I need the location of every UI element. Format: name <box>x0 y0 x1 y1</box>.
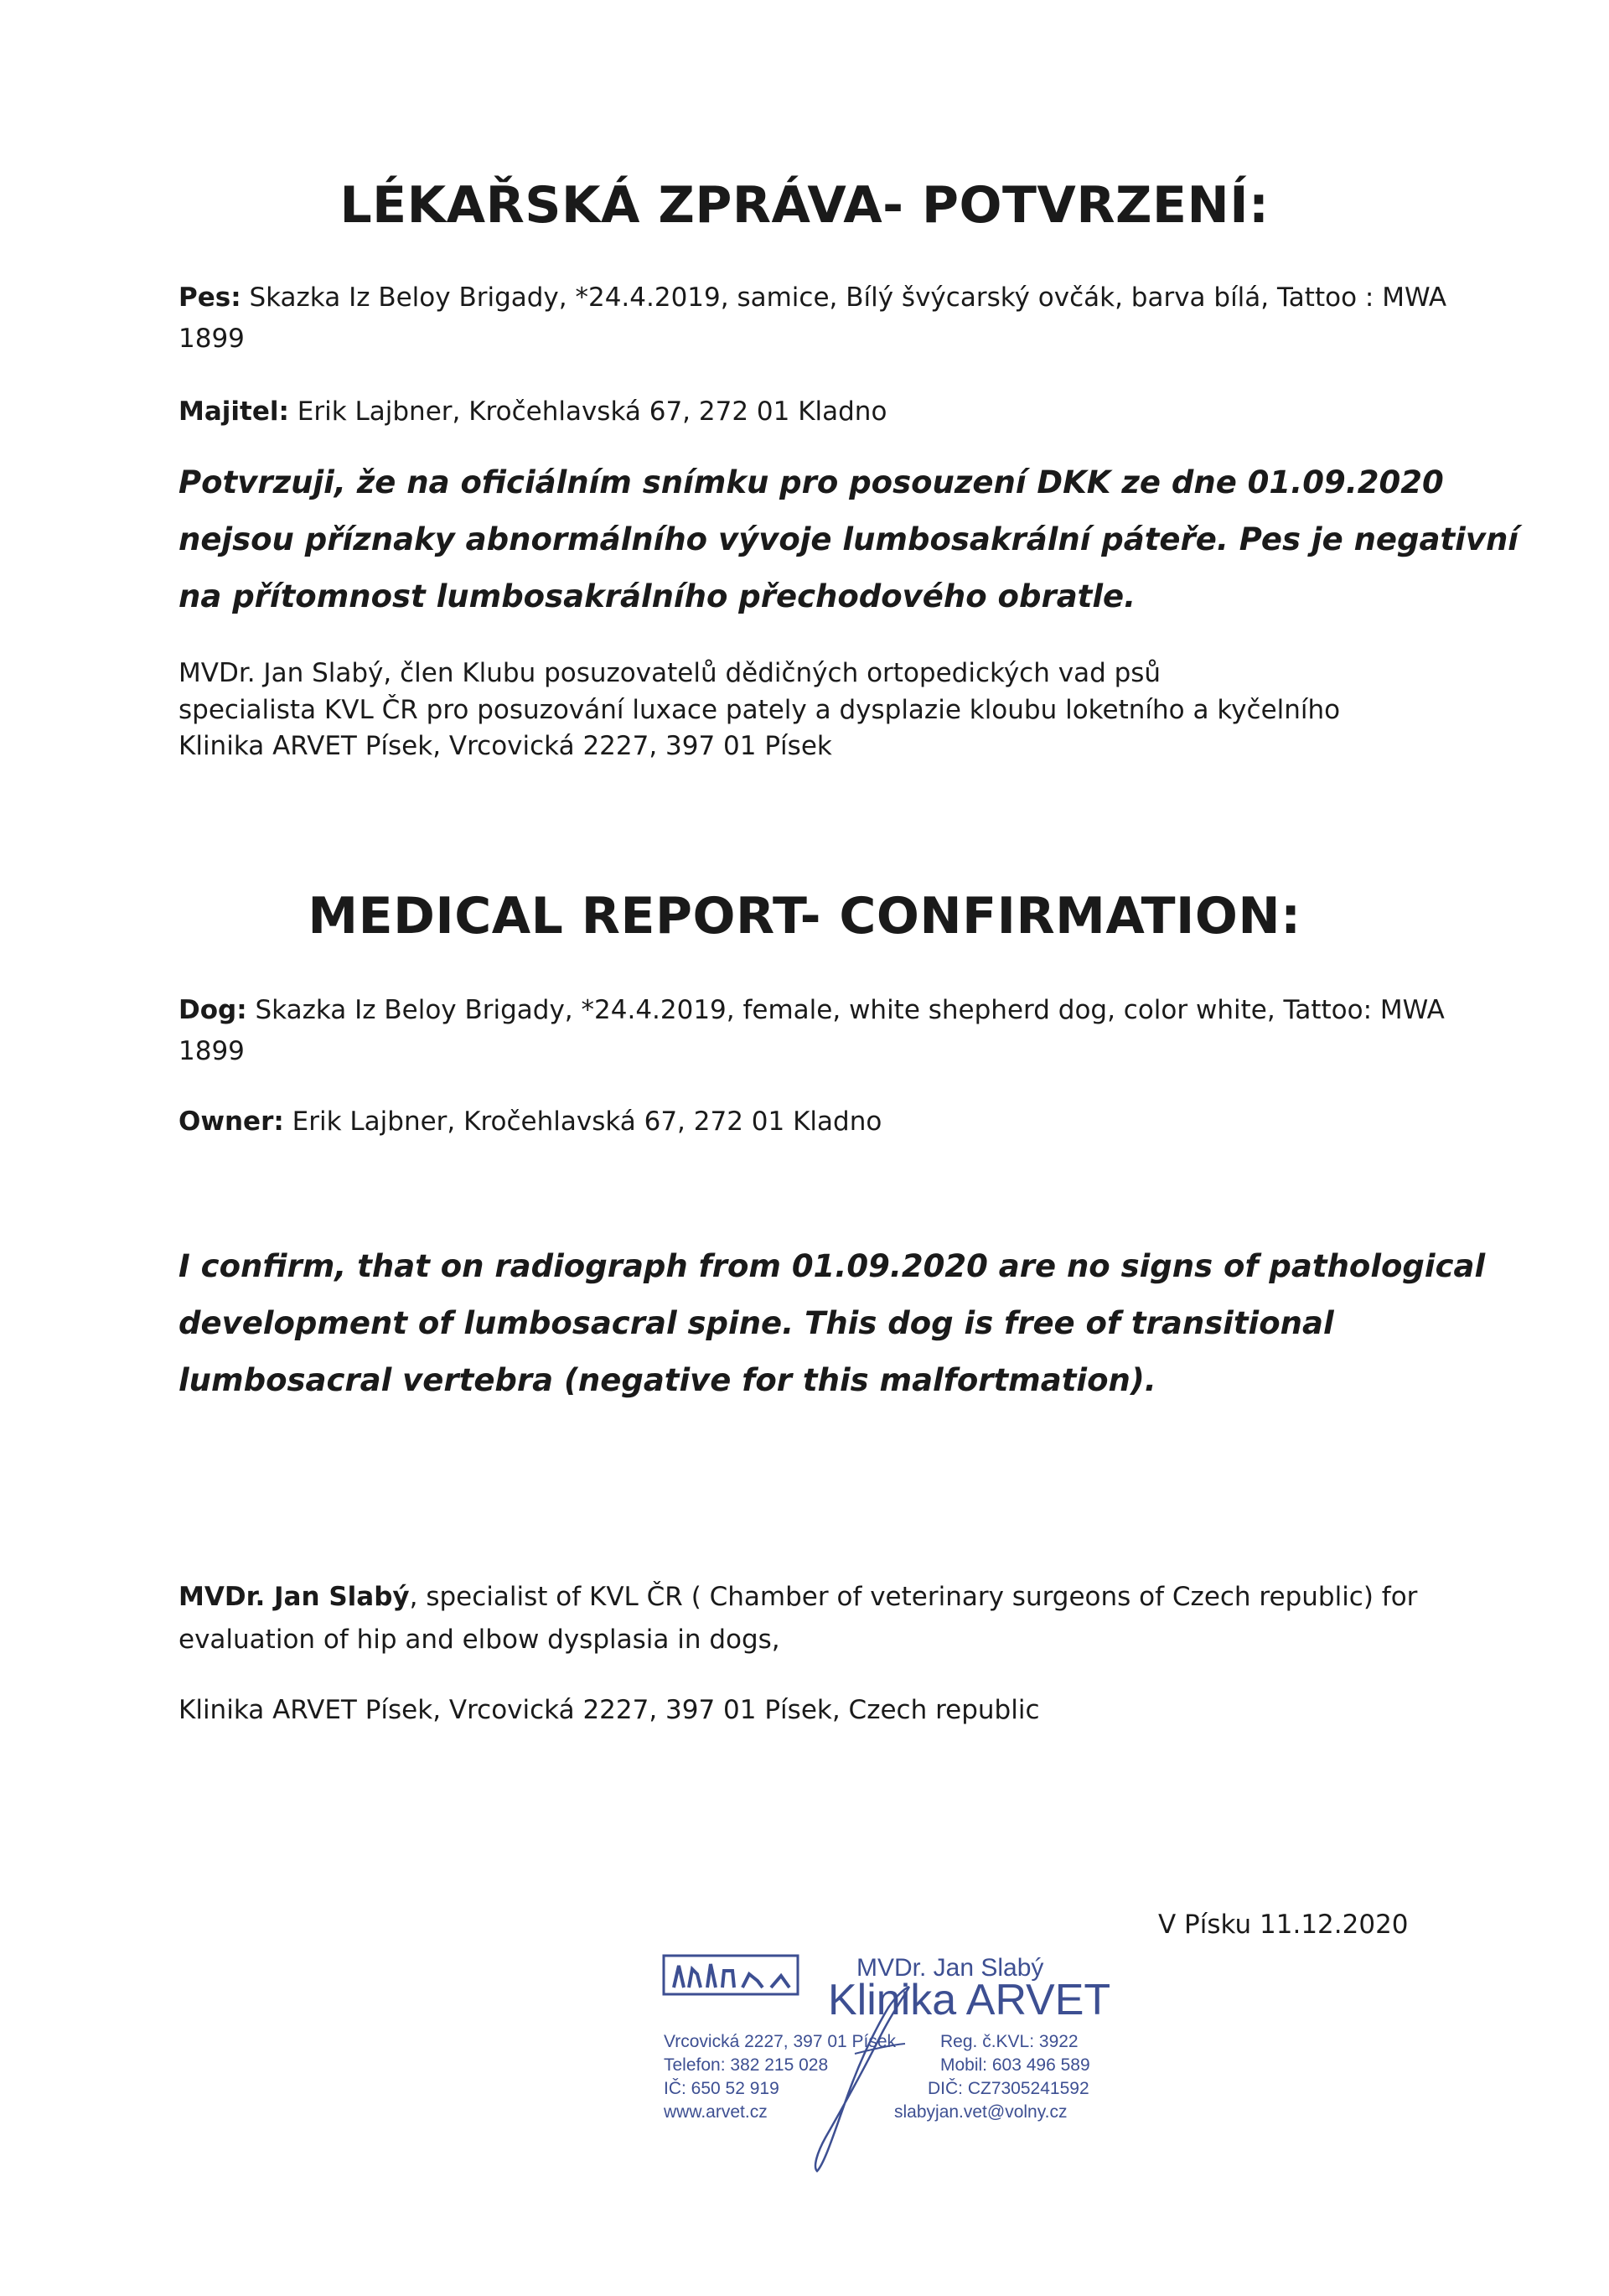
english-dog-text: Skazka Iz Beloy Brigady, *24.4.2019, female, white shepherd dog, color white, Tattoo: MWA <box>255 995 1445 1025</box>
english-signer-line-1 <box>178 1582 1417 1613</box>
english-confirmation-line-1: I confirm, that on radiograph from 01.09.2020 are no signs of pathological <box>178 1248 1486 1284</box>
czech-confirmation-line-1: Potvrzuji, že na oficiálním snímku pro posouzení DKK ze dne 01.09.2020 <box>178 464 1444 500</box>
english-dog-line <box>178 995 1445 1026</box>
czech-owner-label: Majitel: <box>178 396 289 427</box>
stamp-ic: IČ: 650 52 919 <box>664 2079 779 2098</box>
stamp-doctor: MVDr. Jan Slabý <box>856 1954 1044 1982</box>
stamp-email: slabyjan.vet@volny.cz <box>894 2102 1068 2122</box>
stamp-reg: Reg. č.KVL: 3922 <box>940 2032 1079 2051</box>
english-signer-name: MVDr. Jan Slabý <box>178 1582 410 1612</box>
stamp-phone: Telefon: 382 215 028 <box>664 2055 829 2075</box>
czech-confirmation-line-2: nejsou příznaky abnormálního vývoje lumbosakrální páteře. Pes je negativní <box>178 521 1518 557</box>
english-title: MEDICAL REPORT- CONFIRMATION: <box>308 887 1301 946</box>
signature-icon <box>779 1962 964 2179</box>
stamp-web: www.arvet.cz <box>664 2102 768 2122</box>
english-signer-line-2: evaluation of hip and elbow dysplasia in dogs, <box>178 1625 780 1655</box>
czech-dog-line-2: 1899 <box>178 324 245 354</box>
english-clinic-line: Klinika ARVET Písek, Vrcovická 2227, 397 01 Písek, Czech republic <box>178 1695 1040 1725</box>
stamp-dic: DIČ: CZ7305241592 <box>928 2079 1089 2098</box>
place-date: V Písku 11.12.2020 <box>1158 1910 1409 1940</box>
czech-dog-label: Pes: <box>178 282 241 313</box>
czech-dog-text: Skazka Iz Beloy Brigady, *24.4.2019, samice, Bílý švýcarský ovčák, barva bílá, Tattoo : MWA <box>249 282 1447 313</box>
english-owner-label: Owner: <box>178 1107 284 1137</box>
english-dog-line-2: 1899 <box>178 1036 245 1066</box>
stamp-address: Vrcovická 2227, 397 01 Písek <box>664 2032 897 2051</box>
english-confirmation-line-3: lumbosacral vertebra (negative for this malfortmation). <box>178 1362 1156 1398</box>
czech-dog-line <box>178 282 1446 314</box>
czech-title: LÉKAŘSKÁ ZPRÁVA- POTVRZENÍ: <box>339 176 1270 235</box>
czech-signer-line-2: specialista KVL ČR pro posuzování luxace pately a dysplazie kloubu loketního a kyčelního <box>178 695 1341 725</box>
english-confirmation-line-2: development of lumbosacral spine. This dog is free of transitional <box>178 1305 1334 1341</box>
english-owner-line <box>178 1107 882 1138</box>
stamp-mobile: Mobil: 603 496 589 <box>940 2055 1090 2075</box>
english-signer-rest: , specialist of KVL ČR ( Chamber of veterinary surgeons of Czech republic) for <box>409 1582 1418 1612</box>
stamp-clinic: Klinika ARVET <box>828 1976 1111 2024</box>
english-owner-text: Erik Lajbner, Kročehlavská 67, 272 01 Kladno <box>292 1107 882 1137</box>
stamp-logo-icon <box>664 1956 798 1994</box>
czech-signer-line-1: MVDr. Jan Slabý, člen Klubu posuzovatelů dědičných ortopedických vad psů <box>178 658 1161 688</box>
czech-confirmation-line-3: na přítomnost lumbosakrálního přechodového obratle. <box>178 578 1136 614</box>
english-dog-label: Dog: <box>178 995 247 1025</box>
czech-signer-line-3: Klinika ARVET Písek, Vrcovická 2227, 397 01 Písek <box>178 731 832 761</box>
czech-owner-line <box>178 396 887 428</box>
czech-owner-text: Erik Lajbner, Kročehlavská 67, 272 01 Kladno <box>297 396 887 427</box>
